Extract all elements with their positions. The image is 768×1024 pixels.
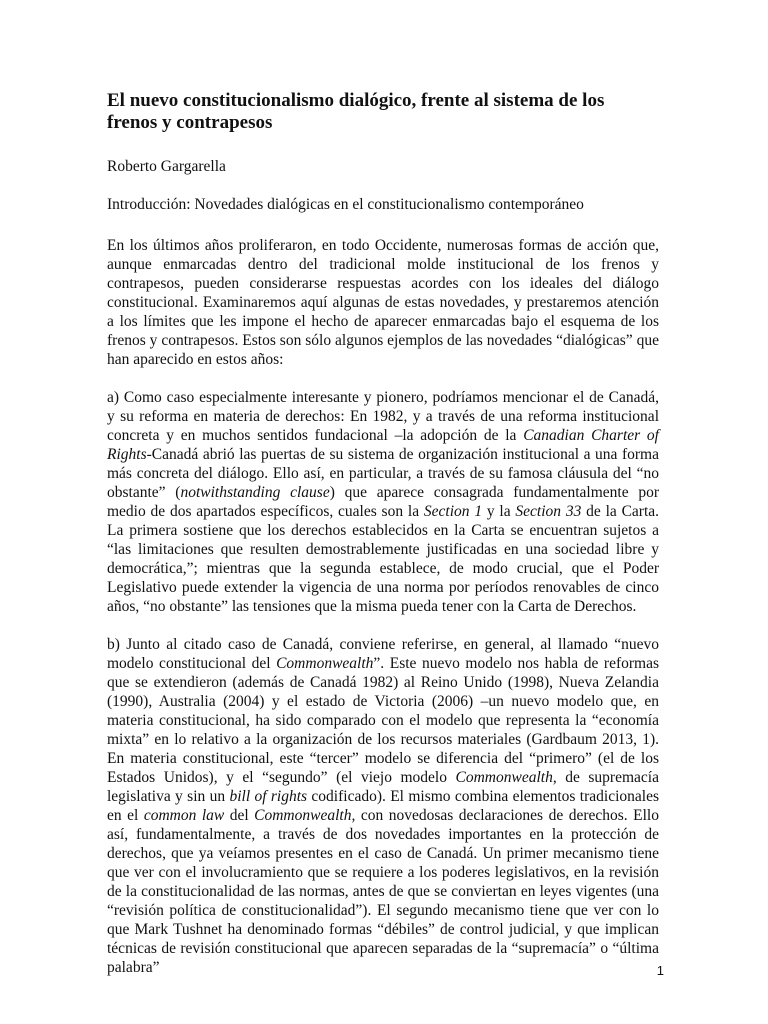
document-title: El nuevo constitucionalismo dialógico, frente al sistema de los frenos y contrapesos — [107, 90, 605, 133]
paragraph-text: En los últimos años proliferaron, en todo Occidente, numerosas formas de acción que, aunque enmarcadas dentro del tradicional molde institucional de los frenos y contrapesos, pueden considerarse respuestas acordes con los ideales del diálogo constitucional. Examinaremos aquí algunas de estas novedades, y prestaremos atención a los límites que les impone el hecho de aparecer enmarcadas bajo el esquema de los frenos y contrapesos. Estos son sólo algunos ejemplos de las novedades “dialógicas” que han aparecido en estos años: — [107, 237, 659, 368]
author-name: Roberto Gargarella — [107, 158, 226, 175]
section-heading: Introducción: Novedades dialógicas en el constitucionalismo contemporáneo — [107, 196, 584, 213]
italic-text: Canadian Charter of Rights — [107, 427, 659, 463]
paragraph-text: de la Carta. La primera sostiene que los derechos establecidos en la Carta se encuentran sujetos a “las limitaciones que resulten demostrablemente justificadas en una sociedad libre y democrática,”; mientras que la segunda establece, de modo crucial, que el Poder Legislativo puede extender la vigencia de una norma por períodos renovables de cinco años, “no obstante” las tensiones que la misma pueda tener con la Carta de Derechos. — [107, 503, 660, 615]
body-paragraph — [107, 236, 659, 369]
italic-text: Commonwealth, — [254, 807, 356, 824]
italic-text: common law — [143, 807, 225, 824]
paragraph-text: del — [224, 807, 255, 824]
italic-text: bill of rights — [229, 788, 308, 805]
paragraph-text: a) Como caso especialmente interesante y pionero, podríamos mencionar el de Canadá, y su reforma en materia de derechos: En 1982, y a través de una reforma institucional concreta y en muchos sentidos fundacional –la adopción de la — [107, 389, 659, 444]
paragraph-text: codificado). El mismo combina elementos tradicionales en el — [107, 788, 659, 824]
paragraph-text: , de supremacía legislativa y sin un — [107, 769, 659, 805]
paragraph-text: ) que aparece consagrada fundamentalmente por medio de dos apartados específicos, cuales son la — [107, 484, 659, 520]
italic-text: Section 33 — [515, 503, 582, 520]
italic-text: Commonwealth — [276, 655, 374, 672]
document-body — [107, 90, 659, 977]
paragraph-text: y la — [482, 503, 516, 520]
body-paragraph — [107, 635, 659, 977]
page-number: 1 — [656, 963, 664, 978]
paragraph-text: con novedosas declaraciones de derechos. Ello así, fundamentalmente, a través de dos novedades importantes en la protección de derechos, que ya veíamos presentes en el caso de Canadá. Un primer mecanismo tiene que ver con el involucramiento que se requiere a los poderes legislativos, en la revisión de la constitucionalidad de las normas, antes de que se conviertan en leyes vigentes (una “revisión política de constitucionalidad”). El segundo mecanismo tiene que ver con lo que Mark Tushnet ha denominado formas “débiles” de control judicial, y que implican técnicas de revisión constitucional que aparecen separadas de la “supremacía” o “última palabra” — [107, 807, 659, 976]
italic-text: Commonwealth — [455, 769, 553, 786]
paragraph-text: ”. Este nuevo modelo nos habla de reformas que se extendieron (además de Canadá 1982) al Reino Unido (1998), Nueva Zelandia (1990), Australia (2004) y el estado de Victoria (2006) –un nuevo modelo que, en materia constitucional, ha sido comparado con el modelo que representa la “economía mixta” en lo relativo a la organización de los recursos materiales (Gardbaum 2013, 1). En materia constitucional, este “tercer” modelo se diferencia del “primero” (el de los Estados Unidos), y el “segundo” (el viejo modelo — [107, 655, 659, 786]
paragraph-text: -Canadá abrió las puertas de su sistema de organización institucional a una forma más concreta del diálogo. Ello así, en particular, a través de su famosa cláusula del “no obstante” ( — [107, 446, 659, 501]
italic-text: notwithstanding clause — [180, 484, 330, 501]
italic-text: Section 1 — [423, 503, 483, 520]
paragraph-text: b) Junto al citado caso de Canadá, conviene referirse, en general, al llamado “nuevo modelo constitucional del — [107, 636, 659, 672]
body-paragraph — [107, 388, 659, 616]
